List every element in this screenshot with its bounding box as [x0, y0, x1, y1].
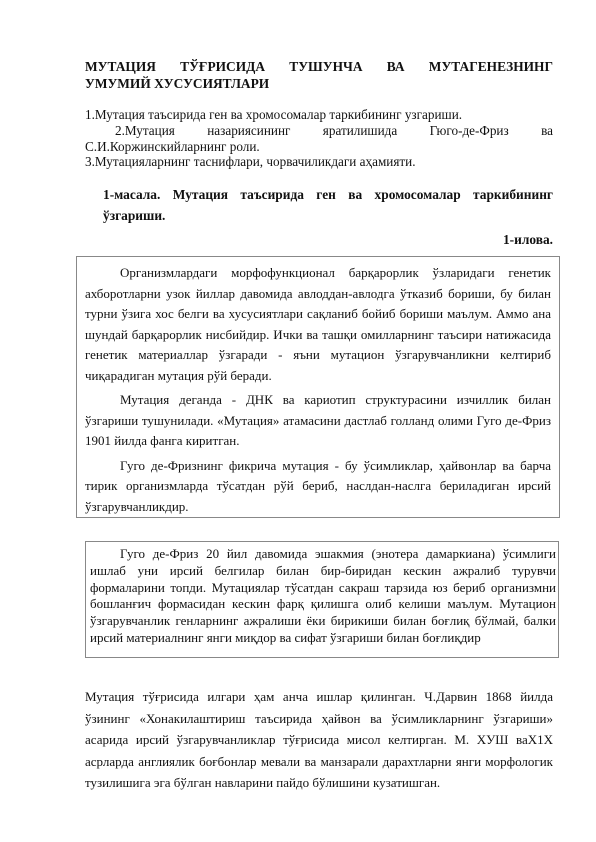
plan-item-2: 2.Мутация назариясининг яратилишида Гюго-де-Фриз ва: [115, 122, 553, 138]
box1-paragraph-3: Гуго де-Фризнинг фикрича мутация - бу ўсимликлар, ҳайвонлар ва барча тирик организмларда тўсатдан рўй бериб, наслдан-наслга бериладиган ирсий ўзгарувчанликдир.: [85, 457, 551, 514]
lesson-plan: [85, 107, 553, 170]
title-line-2: УМУМИЙ ХУСУСИЯТЛАРИ: [85, 76, 270, 91]
de-vries-box: [85, 541, 559, 658]
box2-paragraph: Гуго де-Фриз 20 йил давомида эшакмия (энотера дамаркиана) ўсимлиги ишлаб уни ирсий белгилар билан бир-биридан кескин ажралиб турувчи формаларини топди. Мутациялар тўсатдан сакраш тарзида юз бериб организмни бошланғич формасидан кескин фарқ қилишга олиб келиши маълум. Мутацион ўзгарувчанлик генларнинг ажралиши ёки бирикиши билан боғлиқ бўлмай, балки ирсий материалнинг янги миқдор ва сифат ўзгариши билан боғлиқдир: [90, 546, 556, 645]
box1-paragraph-1: Организмлардаги морфофункционал барқарорлик ўзларидаги генетик ахборотларни узок йиллар давомида авлоддан-авлодга ўтказиб бориши, бу билан турни ўзига хос белги ва хусусиятлари сақланиб бойиб бориши маълум. Аммо ана шундай барқарорлик нисбийдир. Ички ва ташқи омилларнинг таъсири натижасида генетик материаллар ўзгаради - яъни мутацион ўзгарувчанликни келтириб чиқарадиган мутация рўй беради.: [85, 265, 551, 383]
document-title: [85, 58, 553, 92]
title-line-1: МУТАЦИЯ ТЎҒРИСИДА ТУШУНЧА ВА МУТАГЕНЕЗНИНГ: [85, 59, 553, 74]
plan-item-3: 3.Мутацияларнинг таснифлари, чорвачиликдаги аҳамияти.: [85, 154, 416, 170]
task-heading: 1-масала. Мутация таъсирида ген ва хромосомалар таркибининг ўзгариши.: [103, 187, 553, 223]
appendix-label: 1-илова.: [502, 232, 553, 247]
definition-box: [76, 256, 560, 518]
history-paragraph: Мутация тўғрисида илгари ҳам анча ишлар қилинган. Ч.Дарвин 1868 йилда ўзининг «Хонакилаштириш таъсирида ҳайвон ва ўсимликларнинг ўзгариши» асарида ирсий ўзгарувчанликлар тўғрисида мисол келтирган. М. ХУШ ваХ1Х асрларда англиялик боғбонлар мевали ва манзарали дарахтларни янги морфологик тузилишига эга бўлган навларини пайдо бўлишини кузатишган.: [85, 689, 553, 790]
plan-item-1: 1.Мутация таъсирида ген ва хромосомалар таркибининг узгариши.: [85, 107, 463, 122]
plan-item-2-continued: С.И.Коржинскийларнинг роли.: [85, 138, 260, 154]
box1-paragraph-2: Мутация деганда - ДНК ва кариотип структурасини изчиллик билан ўзгариши тушунилади. «Мутация» атамасини дастлаб голланд олими Гуго де-Фриз 1901 йилда фанга киритган.: [85, 392, 551, 448]
